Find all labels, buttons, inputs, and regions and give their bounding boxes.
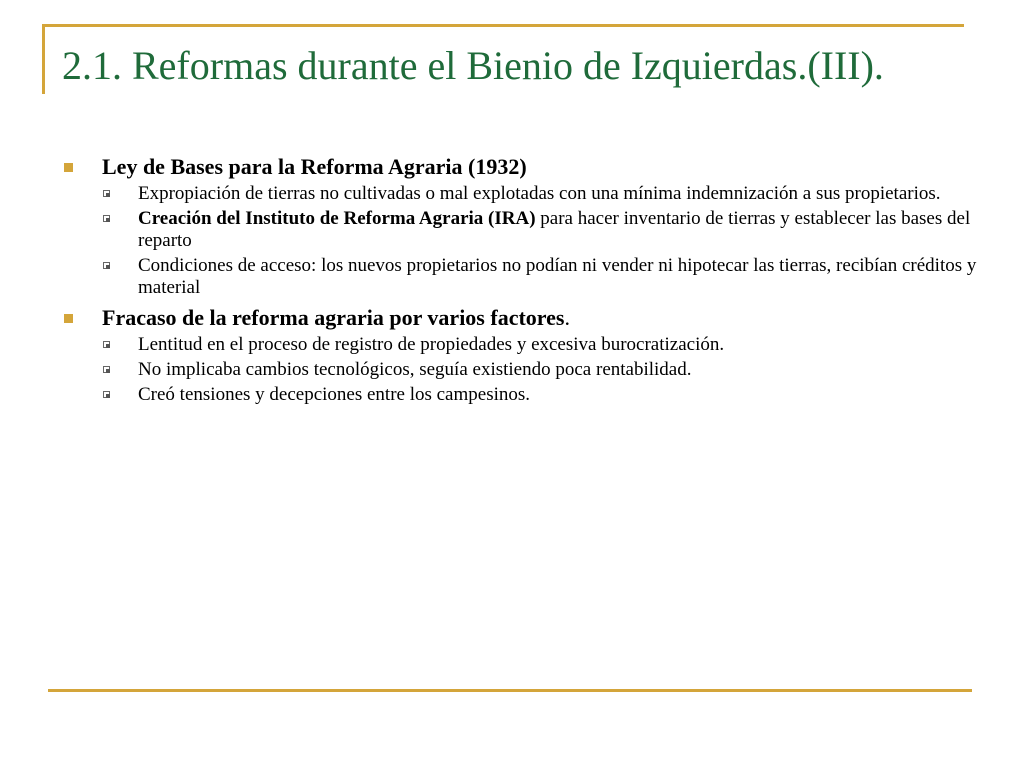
square-bullet-icon xyxy=(64,163,73,172)
section-heading-fracaso xyxy=(62,305,982,331)
slide-content xyxy=(62,148,982,406)
list-item-text: No implicaba cambios tecnológicos, seguía existiendo poca rentabilidad. xyxy=(138,359,692,380)
list-item xyxy=(62,334,982,356)
hollow-square-bullet-icon xyxy=(103,391,110,398)
section-heading-text: Fracaso de la reforma agraria por varios factores xyxy=(102,305,565,330)
top-accent-line xyxy=(42,24,964,27)
list-item-text: Lentitud en el proceso de registro de propiedades y excesiva burocratización. xyxy=(138,334,725,355)
section-heading-ley-de-bases xyxy=(62,154,982,180)
hollow-square-bullet-icon xyxy=(103,190,110,197)
list-item xyxy=(62,208,982,252)
section-heading-suffix: . xyxy=(564,305,570,330)
left-accent-line xyxy=(42,24,45,94)
list-item xyxy=(62,255,982,299)
list-item-text: Expropiación de tierras no cultivadas o mal explotadas con una mínima indemnización a sus propietarios. xyxy=(138,183,941,204)
list-item xyxy=(62,183,982,205)
slide-title: 2.1. Reformas durante el Bienio de Izquierdas.(III). xyxy=(62,43,884,88)
hollow-square-bullet-icon xyxy=(103,366,110,373)
list-item xyxy=(62,359,982,381)
square-bullet-icon xyxy=(64,314,73,323)
section-heading-text: Ley de Bases para la Reforma Agraria (1932) xyxy=(102,154,527,179)
hollow-square-bullet-icon xyxy=(103,215,110,222)
list-item-text: Creó tensiones y decepciones entre los campesinos. xyxy=(138,384,531,405)
hollow-square-bullet-icon xyxy=(103,262,110,269)
list-item xyxy=(62,384,982,406)
list-item-text: Condiciones de acceso: los nuevos propietarios no podían ni vender ni hipotecar las tierras, recibían créditos y material xyxy=(138,255,977,298)
list-item-bold-text: Creación del Instituto de Reforma Agraria (IRA) xyxy=(138,208,536,229)
bottom-accent-line xyxy=(48,689,972,692)
list-item-text: para hacer inventario de tierras y establecer las bases del reparto xyxy=(138,208,971,251)
hollow-square-bullet-icon xyxy=(103,341,110,348)
